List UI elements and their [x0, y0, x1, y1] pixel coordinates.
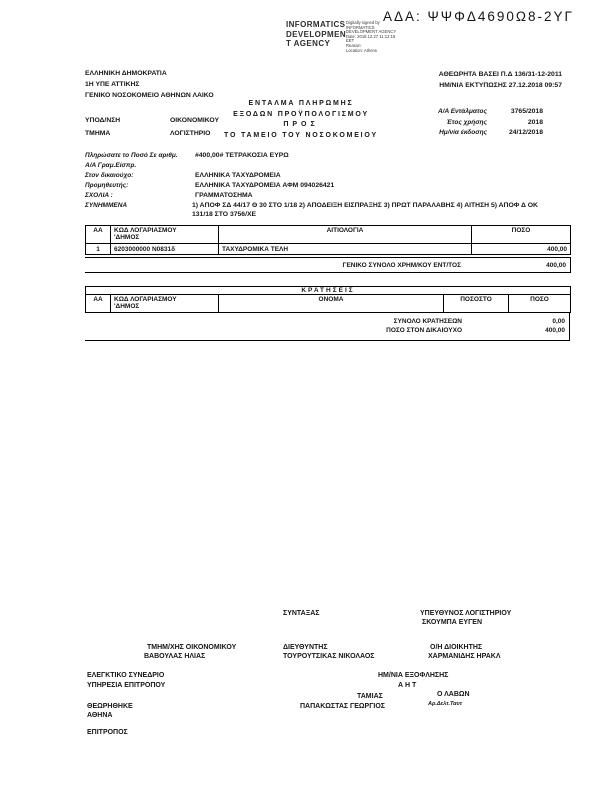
subdivision-value: ΟΙΚΟΝΟΜΙΚΟΥ — [170, 117, 220, 124]
fiscal-year-label: Έτος χρήσης — [446, 118, 487, 126]
expense-total-value: 400,00 — [546, 261, 566, 269]
stamp-sig-line: Date: 2018.12.27 11:12:18 — [346, 33, 396, 39]
deductions-col-account-line2: 'ΔΗΜΟΣ — [114, 303, 140, 310]
stamp-agency-line: DEVELOPMEN — [286, 29, 347, 39]
ada-code: ΑΔΑ: ΨΨΦΔ4690Ω8-2ΥΓ — [383, 9, 574, 24]
drafter-title: ΣΥΝΤΑΞΑΣ — [283, 610, 320, 617]
stamp-sig-line: Digitally signed by — [346, 20, 380, 25]
deductions-title: ΚΡΑΤΗΣΕΙΣ — [86, 287, 571, 295]
issue-date-label: Ημ/νία έκδοσης — [439, 129, 487, 136]
order-number-label: Α/Α Εντάλματος — [437, 108, 487, 115]
governor-name: ΧΑΡΜΑΝΙΔΗΣ ΗΡΑΚΛ — [428, 652, 501, 660]
issuer-line: ΓΕΝΙΚΟ ΝΟΣΟΚΟΜΕΙΟ ΑΘΗΝΩΝ ΛΑΙΚΟ — [85, 92, 214, 99]
net-payable-label: ΠΟΣΟ ΣΤΟΝ ΔΙΚΑΙΟΥΧΟ — [386, 327, 462, 334]
attachments-line2: 131/18 ΣΤΟ 3756/ΧΕ — [192, 210, 257, 218]
fiscal-year-value: 2018 — [527, 118, 543, 126]
dept-head-title: ΤΜΗΜ/ΧΗΣ ΟΙΚΟΝΟΜΙΚΟΥ — [147, 644, 237, 651]
print-date: ΗΜ/ΝΙΑ ΕΚΤΥΠΩΣΗΣ 27.12.2018 09:57 — [439, 81, 562, 89]
title-recipient: ΤΟ ΤΑΜΕΙΟ ΤΟΥ ΝΟΣΟΚΟΜΕΙΟΥ — [224, 131, 378, 139]
document-title-block — [195, 99, 407, 141]
accountant-title: ΥΠΕΥΘΥΝΟΣ ΛΟΓΙΣΤΗΡΙΟΥ — [420, 610, 512, 617]
stamp-agency-line: T AGENCY — [286, 39, 331, 48]
stamp-sig-line: Reason: — [346, 42, 362, 48]
stamp-agency-line: INFORMATICS — [286, 20, 346, 29]
amount-label: Πληρώσατε το Ποσό Σε αριθμ. — [85, 152, 178, 159]
expense-row-amount: 400,00 — [472, 244, 571, 255]
digital-signature-stamp — [286, 20, 346, 49]
stamp-sig-line: DEVELOPMENT AGENCY — [346, 29, 397, 35]
issuer-line: 1Η ΥΠΕ ΑΤΤΙΚΗΣ — [85, 81, 140, 88]
audit-court-line2: ΥΠΗΡΕΣΙΑ ΕΠΙΤΡΟΠΟΥ — [87, 681, 166, 689]
expense-col-account-line2: 'ΔΗΜΟΣ — [114, 234, 140, 241]
expense-col-reason: ΑΙΤΙΟΛΟΓΙΑ — [219, 226, 472, 244]
payoff-date-label: ΗΜ/ΝΙΑ ΕΞΟΦΛΗΣΗΣ — [378, 672, 449, 679]
order-number-value: 3765/2018 — [510, 108, 543, 115]
comments-label: ΣΧΟΛΙΑ : — [85, 192, 113, 199]
deductions-col-amount: ΠΟΣΟ — [509, 295, 571, 313]
subdivision-label: ΥΠΟΔ/ΝΣΗ — [85, 117, 121, 124]
deductions-col-percent: ΠΟΣΟΣΤΟ — [444, 295, 509, 313]
expense-col-account-line1: ΚΩΔ ΛΟΓΑΡΙΑΣΜΟΥ — [114, 227, 177, 234]
expense-row-aa: 1 — [86, 244, 111, 255]
document-subtitle: ΕΞΟΔΩΝ ΠΡΟΫΠΟΛΟΓΙΣΜΟΥ — [233, 110, 369, 118]
cashier-name: ΠΑΠΑΚΩΣΤΑΣ ΓΕΩΡΓΙΟΣ — [300, 703, 386, 710]
stamp-sig-line: Location: Athens — [346, 47, 377, 53]
director-title: ΔΙΕΥΘΥΝΤΗΣ — [283, 644, 328, 651]
commissioner-label: ΕΠΙΤΡΟΠΟΣ — [87, 729, 128, 736]
issuer-block — [85, 68, 214, 101]
stamp-sig-line: EET — [346, 38, 355, 44]
stamp-signature-details — [346, 21, 396, 53]
supplier-label: Προμηθευτής: — [85, 182, 129, 189]
approved-label: ΘΕΩΡΗΘΗΚΕ — [87, 703, 133, 710]
attachments-line1: 1) ΑΠΟΦ ΣΔ 44/17 Θ 30 ΣΤΟ 1/18 2) ΑΠΟΔΕΙΞΗ ΕΙΣΠΡΑΞΗΣ 3) ΠΡΩΤ ΠΑΡΑΛΑΒΗΣ 4) ΑΙΤΗΣΗ 5) ΑΠΟΦ Δ ΟΚ — [192, 201, 538, 209]
deductions-col-account — [111, 295, 219, 313]
document-title: ΕΝΤΑΛΜΑ ΠΛΗΡΩΜΗΣ — [248, 100, 354, 107]
governor-title: Ο/Η ΔΙΟΙΚΗΤΗΣ — [430, 644, 483, 651]
beneficiary-label: Στον δικαιούχο: — [85, 172, 134, 179]
issue-date-value: 24/12/2018 — [508, 129, 543, 136]
deductions-col-name: ΟΝΟΜΑ — [219, 295, 444, 313]
accountant-name: ΣΚΟΥΜΠΑ ΕΥΓΕΝ — [422, 619, 483, 626]
expense-row-reason: ΤΑΧΥΔΡΟΜΙΚΑ ΤΕΛΗ — [219, 244, 472, 255]
payoff-code: Α Η Τ — [398, 681, 417, 689]
deductions-total-value: 0,00 — [552, 318, 565, 325]
attachments-label: ΣΥΝΗΜΜΕΝΑ — [85, 201, 128, 209]
city-label: ΑΘΗΝΑ — [87, 711, 113, 719]
deductions-table — [85, 286, 571, 313]
dept-head-name: ΒΑΒΟΥΛΑΣ ΗΛΙΑΣ — [144, 652, 206, 660]
department-label: ΤΜΗΜΑ — [85, 130, 111, 137]
recipient-title: Ο ΛΑΒΩΝ — [437, 691, 470, 698]
comments-value: ΓΡΑΜΜΑΤΟΣΗΜΑ — [195, 192, 253, 199]
deductions-col-account-line1: ΚΩΔ ΛΟΓΑΡΙΑΣΜΟΥ — [114, 296, 177, 303]
amount-value: #400,00# ΤΕΤΡΑΚΟΣΙΑ ΕΥΡΩ — [195, 152, 289, 159]
deductions-totals-band — [85, 312, 570, 341]
issuer-line: ΕΛΛΗΝΙΚΗ ΔΗΜΟΚΡΑΤΙΑ — [85, 70, 167, 77]
receipt-label: Α/Α Γραμ.Είσπρ. — [85, 162, 137, 169]
expense-total-label: ΓΕΝΙΚΟ ΣΥΝΟΛΟ ΧΡΗΜ/ΚΟΥ ΕΝΤ/ΤΟΣ — [342, 261, 461, 269]
unaudited-note: ΑΘΕΩΡΗΤΑ ΒΑΣΕΙ Π.Δ 136/31-12-2011 — [438, 71, 562, 78]
title-to: ΠΡΟΣ — [283, 121, 319, 129]
expense-table — [85, 225, 571, 255]
expense-total-band — [85, 257, 571, 273]
deductions-col-aa: ΑΑ — [86, 295, 111, 313]
expense-col-aa: ΑΑ — [86, 226, 111, 244]
expense-col-amount: ΠΟΣΟ — [472, 226, 571, 244]
director-name: ΤΟΥΡΟΥΤΣΙΚΑΣ ΝΙΚΟΛΑΟΣ — [283, 652, 375, 660]
cashier-title: ΤΑΜΙΑΣ — [357, 692, 383, 700]
print-info-block — [350, 70, 562, 91]
expense-col-account — [111, 226, 219, 244]
expense-row-account: 6203000000 Ν0831δ — [111, 244, 219, 255]
beneficiary-value: ΕΛΛΗΝΙΚΑ ΤΑΧΥΔΡΟΜΕΙΑ — [195, 172, 281, 179]
audit-court-line1: ΕΛΕΓΚΤΙΚΟ ΣΥΝΕΔΡΙΟ — [87, 672, 165, 679]
stamp-sig-line: INFORMATICS — [346, 24, 375, 30]
supplier-value: ΕΛΛΗΝΙΚΑ ΤΑΧΥΔΡΟΜΕΙΑ ΑΦΜ 094026421 — [195, 182, 335, 189]
department-value: ΛΟΓΙΣΤΗΡΙΟ — [170, 130, 211, 137]
table-row — [86, 244, 571, 255]
deductions-total-label: ΣΥΝΟΛΟ ΚΡΑΤΗΣΕΩΝ — [393, 318, 462, 325]
recipient-id-label: Αρ.Δελτ.Ταυτ — [428, 701, 463, 707]
net-payable-value: 400,00 — [545, 327, 565, 334]
